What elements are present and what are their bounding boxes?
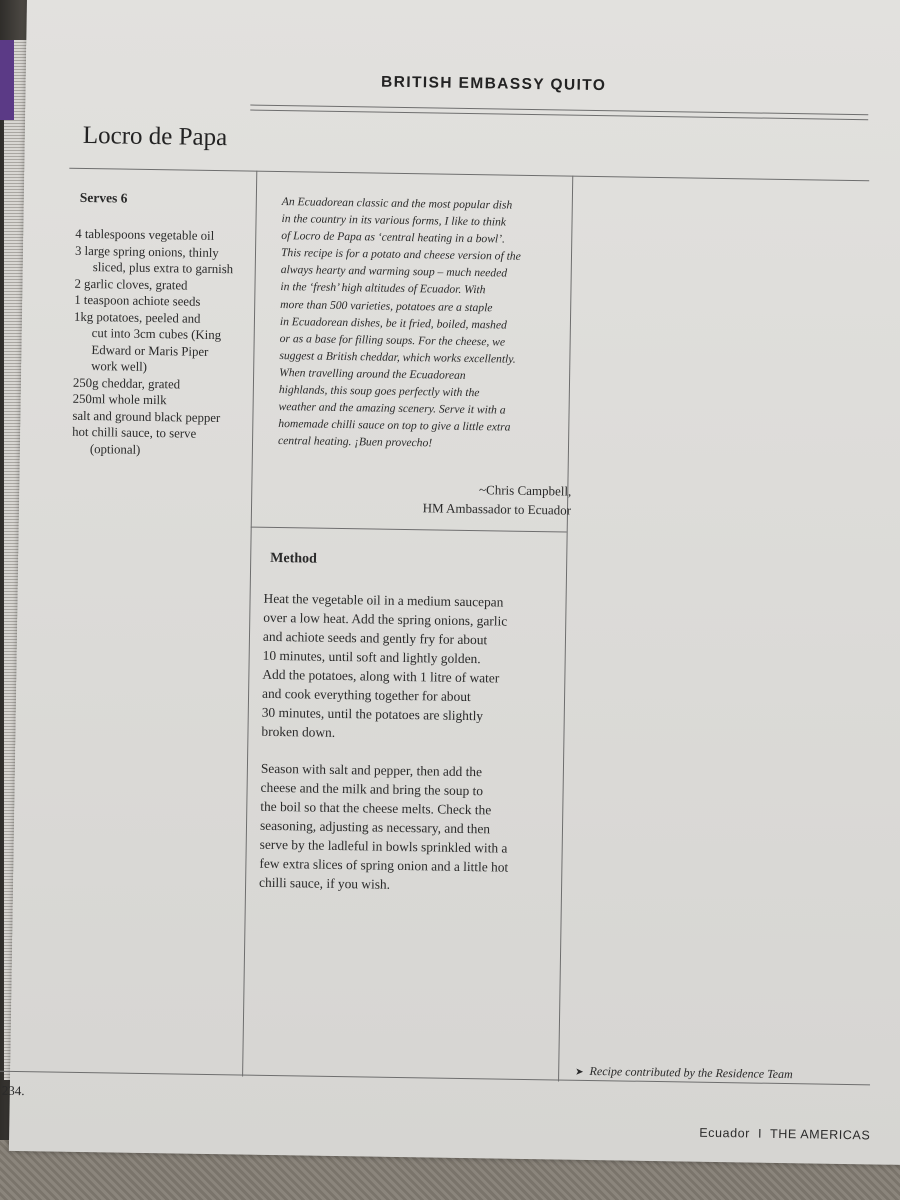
method-body	[259, 589, 564, 897]
serves-heading: Serves 6	[79, 189, 128, 206]
ingredient-line: work well)	[91, 359, 148, 374]
method-line: Heat the vegetable oil in a medium saucepan	[263, 590, 504, 610]
ingredient-line: sliced, plus extra to garnish	[92, 260, 234, 277]
method-line: and cook everything together for about	[261, 685, 471, 705]
method-line: few extra slices of spring onion and a little hot	[259, 855, 509, 875]
book-page	[1, 0, 900, 1165]
intro-line: When travelling around the Ecuadorean	[279, 365, 466, 382]
contributor-text: Recipe contributed by the Residence Team	[589, 1063, 793, 1082]
method-heading: Method	[270, 550, 318, 567]
intro-method-divider	[251, 527, 567, 533]
method-line: over a low heat. Add the spring onions, garlic	[263, 609, 508, 629]
page-number: 234.	[1, 1082, 25, 1099]
recipe-title: Locro de Papa	[82, 121, 228, 152]
method-line: 30 minutes, until the potatoes are slightly	[261, 704, 484, 724]
intro-line: An Ecuadorean classic and the most popular dish	[281, 195, 513, 212]
ingredient-line: hot chilli sauce, to serve	[72, 424, 197, 441]
intro-line: more than 500 varieties, potatoes are a staple	[280, 297, 493, 314]
ingredient-line: 4 tablespoons vegetable oil	[75, 226, 215, 243]
running-footer	[699, 1126, 870, 1143]
footer-region: THE AMERICAS	[769, 1126, 871, 1143]
method-line: seasoning, adjusting as necessary, and then	[259, 817, 491, 837]
method-line: Season with salt and pepper, then add the	[260, 760, 483, 780]
intro-line: in the country in its various forms, I like to think	[281, 212, 507, 229]
ingredient-line: 1kg potatoes, peeled and	[73, 309, 201, 326]
intro-line: central heating. ¡Buen provecho!	[277, 434, 433, 450]
ingredients-list	[72, 226, 286, 460]
intro-line: or as a base for filling soups. For the cheese, we	[279, 331, 506, 349]
ingredient-line: 3 large spring onions, thinly	[74, 243, 219, 260]
ingredient-line: 1 teaspoon achiote seeds	[74, 292, 201, 309]
method-line: serve by the ladleful in bowls sprinkled with a	[259, 836, 508, 856]
footer-separator: I	[757, 1126, 763, 1141]
signature-name: ~Chris Campbell,	[478, 482, 572, 499]
method-line: Add the potatoes, along with 1 litre of water	[262, 666, 500, 686]
ingredient-line: Edward or Maris Piper	[91, 342, 209, 359]
ingredient-line: (optional)	[89, 441, 141, 457]
intro-line: in Ecuadorean dishes, be it fried, boiled, mashed	[279, 314, 507, 332]
section-header: BRITISH EMBASSY QUITO	[380, 73, 607, 95]
ingredient-line: salt and ground black pepper	[72, 408, 221, 425]
method-line: and achiote seeds and gently fry for about	[262, 628, 488, 648]
method-line: chilli sauce, if you wish.	[259, 874, 391, 892]
title-rule	[69, 168, 869, 182]
header-rule-bottom	[250, 110, 868, 121]
method-line: 10 minutes, until soft and lightly golden.	[262, 647, 481, 667]
intro-line: weather and the amazing scenery. Serve it with a	[278, 400, 506, 417]
intro-line: highlands, this soup goes perfectly with the	[278, 383, 480, 400]
intro-line: homemade chilli sauce on top to give a little extra	[278, 417, 511, 434]
signature-title: HM Ambassador to Ecuador	[422, 500, 572, 518]
intro-line: always hearty and warming soup – much needed	[280, 263, 508, 280]
footer-country: Ecuador	[699, 1125, 751, 1141]
intro-line: in the ‘fresh’ high altitudes of Ecuador. With	[280, 280, 486, 297]
ingredient-line: 250ml whole milk	[72, 391, 167, 408]
bookmark-tab	[0, 40, 14, 120]
method-line: broken down.	[261, 723, 336, 740]
ingredient-line: 2 garlic cloves, grated	[74, 276, 188, 293]
method-line: cheese and the milk and bring the soup to	[260, 779, 484, 799]
intro-line: of Locro de Papa as ‘central heating in a bowl’.	[281, 229, 506, 246]
ingredient-line: cut into 3cm cubes (King	[91, 326, 222, 343]
method-line: the boil so that the cheese melts. Check the	[260, 798, 492, 818]
ingredient-line: 250g cheddar, grated	[72, 375, 181, 391]
intro-line: This recipe is for a potato and cheese version of the	[280, 246, 521, 264]
intro-line: suggest a British cheddar, which works excellently.	[279, 348, 516, 366]
arrow-right-icon: ➤	[575, 1066, 584, 1078]
signature-block	[379, 479, 572, 520]
recipe-intro	[278, 193, 582, 454]
